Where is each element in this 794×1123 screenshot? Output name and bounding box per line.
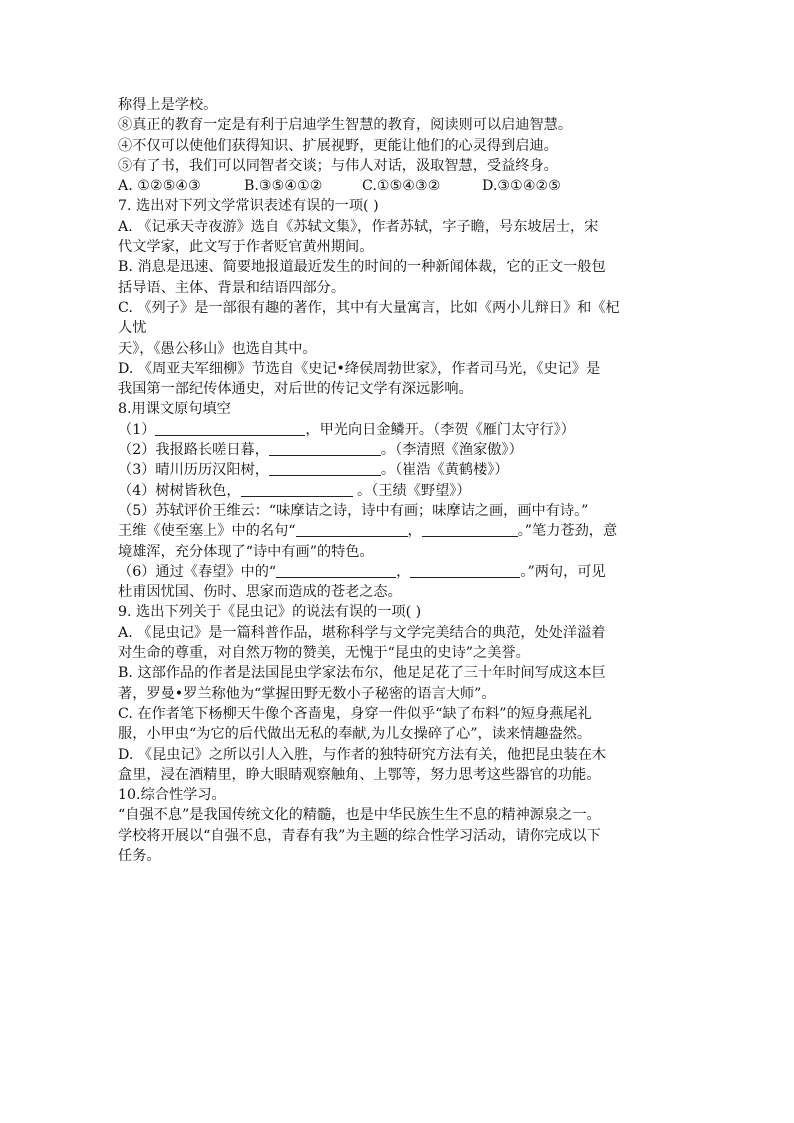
q8-item-1 — [118, 420, 684, 440]
text-line: 任务。 — [118, 847, 161, 864]
answer-blank[interactable] — [269, 460, 381, 476]
text-line: 境雄浑，充分体现了“诗中有画”的特色。 — [118, 543, 374, 560]
answer-blank[interactable] — [155, 420, 305, 436]
text-line: ⑧真正的教育一定是有利于启迪学生智慧的教育，阅读则可以启迪智慧。 — [118, 117, 573, 134]
item-text: 。（崔浩《黄鹤楼》） — [380, 462, 509, 479]
q8-item-2 — [118, 440, 684, 460]
item-text: 。”笔力苍劲，意 — [517, 523, 618, 540]
text-line: 杜甫因忧国、伤时、思家而造成的苍老之态。 — [118, 584, 402, 601]
text-line: A. 《昆虫记》是一篇科普作品，堪称科学与文学完美结合的典范，处处洋溢着 — [118, 624, 606, 641]
text-line: ⑤有了书，我们可以同智者交谈；与伟人对话，汲取智慧，受益终身。 — [118, 157, 558, 174]
item-text: （3）晴川历历汉阳树， — [118, 462, 269, 479]
q8-item-5 — [118, 521, 684, 541]
answer-blank[interactable] — [410, 562, 520, 578]
question-7-title: 7. 选出对下列文学常识表述有误的一项( ) — [118, 198, 379, 215]
item-text: ， — [396, 563, 411, 580]
item-text: ， — [407, 523, 422, 540]
text-line: C. 在作者笔下杨柳天牛像个吝啬鬼，身穿一件似乎“缺了布料”的短身燕尾礼 — [118, 705, 592, 722]
answer-blank[interactable] — [296, 521, 408, 537]
text-line: 天》，《愚公移山》也选自其中。 — [118, 340, 317, 357]
q8-item-5-intro: （5）苏轼评价王维云：“味摩诘之诗，诗中有画；味摩诘之画，画中有诗。” — [118, 502, 589, 519]
q6-options — [118, 176, 684, 196]
option-d: D.③①④②⑤ — [482, 178, 561, 195]
q8-item-4 — [118, 481, 684, 501]
answer-blank[interactable] — [269, 440, 381, 456]
text-line: 我国第一部纪传体通史，对后世的传记文学有深远影响。 — [118, 381, 473, 398]
item-text: ，甲光向日金鳞开。（李贺《雁门太守行》） — [305, 421, 575, 438]
option-a: A. ①②⑤④③ — [118, 178, 201, 195]
text-line: 著，罗曼•罗兰称他为“掌握田野无数小子秘密的语言大师”。 — [118, 685, 496, 702]
text-line: 盒里，浸在酒精里，睁大眼睛观察触角、上鄂等，努力思考这些器官的功能。 — [118, 766, 601, 783]
text-line: B. 这部作品的作者是法国昆虫学家法布尔，他足足花了三十年时间写成这本巨 — [118, 665, 606, 682]
item-number: （1） — [118, 421, 156, 438]
item-text: （6）通过《春望》中的“ — [118, 563, 277, 580]
item-text: 。”两句，可见 — [520, 563, 606, 580]
item-text: 。（王绩《野望》） — [352, 482, 471, 499]
q8-item-3 — [118, 460, 684, 480]
item-text: 王维《使至塞上》中的名句“ — [118, 523, 296, 540]
question-9-title: 9. 选出下列关于《昆虫记》的说法有误的一项( ) — [118, 604, 422, 621]
option-b: B.③⑤④①② — [244, 178, 323, 195]
answer-blank[interactable] — [241, 481, 353, 497]
answer-blank[interactable] — [276, 562, 396, 578]
item-text: 。（李清照《渔家傲》） — [380, 442, 523, 459]
document-page — [118, 95, 684, 866]
text-line: 代文学家，此文写于作者贬官黄州期间。 — [118, 239, 374, 256]
text-line: 称得上是学校。 — [118, 97, 218, 113]
q8-item-6 — [118, 562, 684, 582]
item-text: （2）我报路长嗟日暮， — [118, 442, 269, 459]
text-line: B. 消息是迅速、简要地报道最近发生的时间的一种新闻体裁，它的正文一般包 — [118, 259, 606, 276]
text-line: 对生命的尊重，对自然万物的赞美，无愧于“昆虫的史诗”之美誉。 — [118, 645, 530, 662]
text-line: 人忧 — [118, 320, 147, 337]
text-line: “自强不息”是我国传统文化的精髓，也是中华民族生生不息的精神源泉之一。 — [118, 807, 601, 824]
text-line: 括导语、主体、背景和结语四部分。 — [118, 279, 346, 296]
text-line: ④不仅可以使他们获得知识、扩展视野，更能让他们的心灵得到启迪。 — [118, 137, 558, 154]
item-text: （4）树树皆秋色， — [118, 482, 241, 499]
text-line: 服，小甲虫“为它的后代做出无私的奉献,为儿女操碎了心”，读来情趣盎然。 — [118, 726, 592, 743]
text-line: C. 《列子》是一部很有趣的著作，其中有大量寓言，比如《两小儿辩日》和《杞 — [118, 299, 620, 316]
text-line: A. 《记承天寺夜游》选自《苏轼文集》，作者苏轼，字子瞻，号东坡居士，宋 — [118, 218, 599, 235]
option-c: C.①⑤④③② — [362, 178, 441, 195]
question-8-title: 8.用课文原句填空 — [118, 401, 231, 418]
text-line: 学校将开展以“自强不息，青春有我”为主题的综合性学习活动，请你完成以下 — [118, 827, 601, 844]
question-10-title: 10.综合性学习。 — [118, 787, 226, 804]
answer-blank[interactable] — [422, 521, 518, 537]
text-line: D. 《周亚夫军细柳》节选自《史记•绛侯周勃世家》，作者司马光，《史记》是 — [118, 360, 601, 377]
text-line: D. 《昆虫记》之所以引人入胜，与作者的独特研究方法有关，他把昆虫装在木 — [118, 746, 607, 763]
